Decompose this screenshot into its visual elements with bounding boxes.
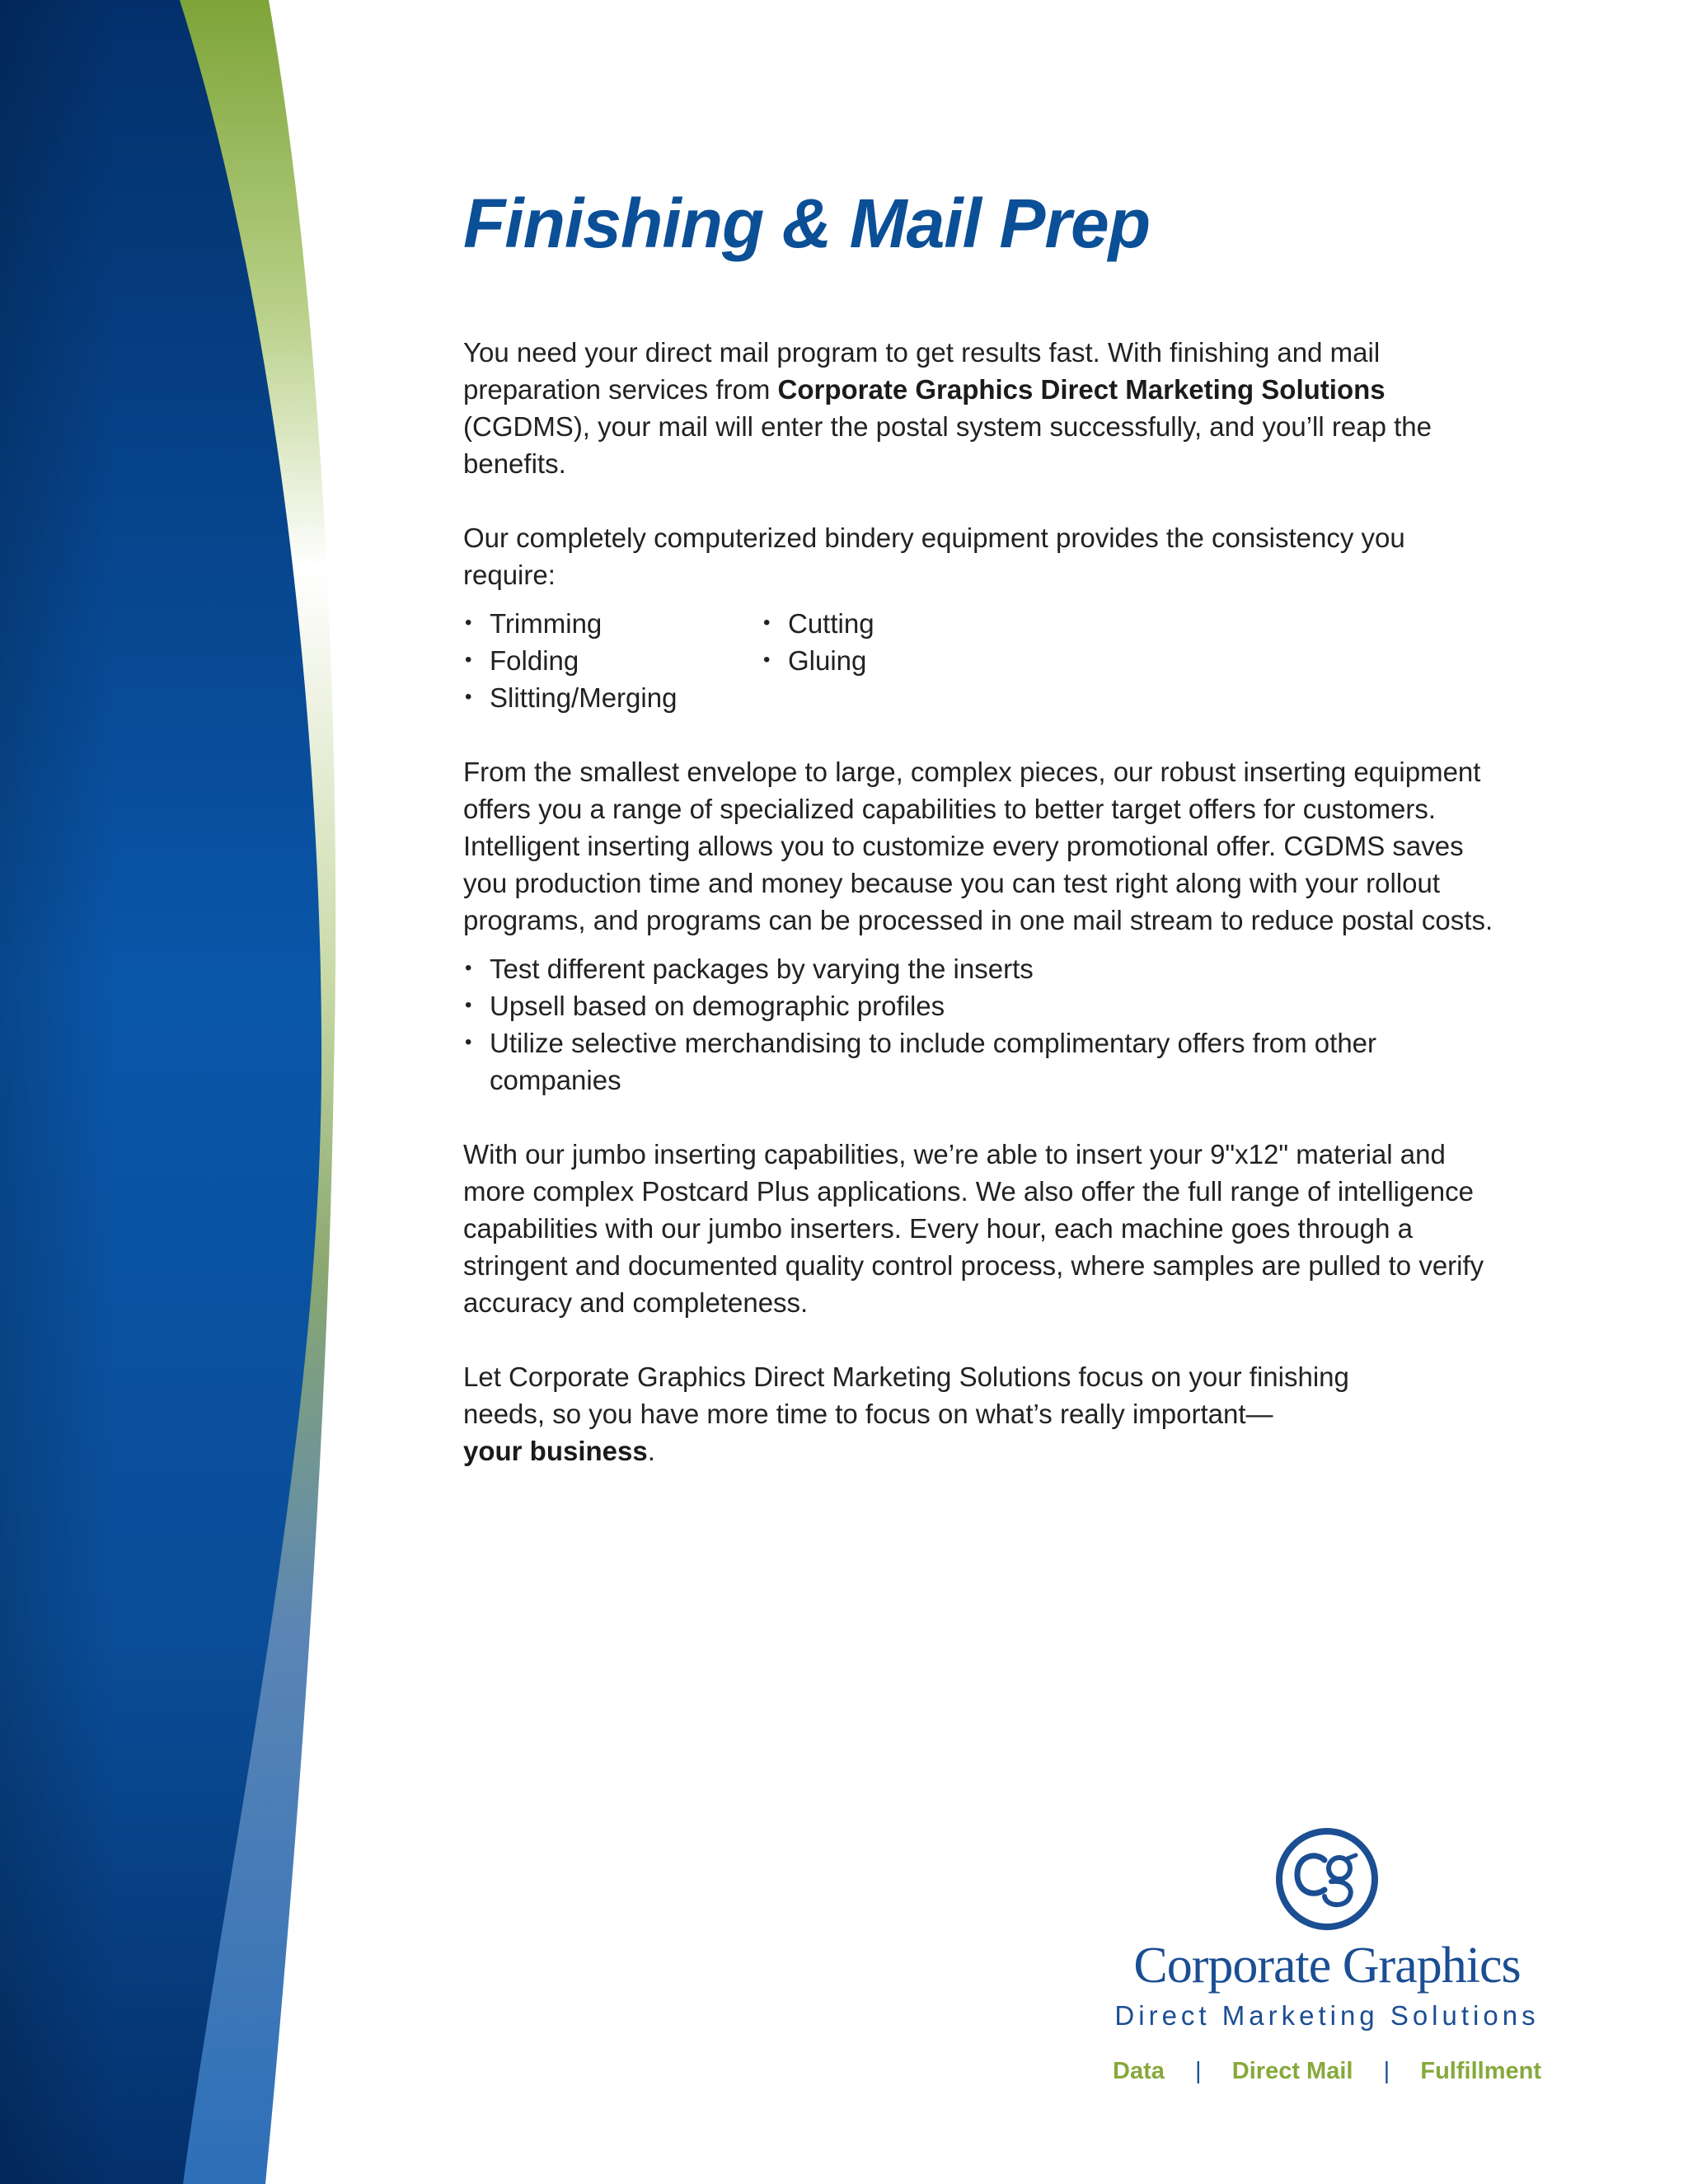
closing-period: . — [647, 1436, 655, 1467]
inserting-paragraph: From the smallest envelope to large, complex pieces, our robust inserting equipment offers you a range of specialized capabilities to better target offers for customers. Intelligent inserting allows you to customize every promotional offer. CGDMS saves you production time and money because you can test right along with your rollout programs, and programs can be processed in one mail stream to reduce postal costs. — [463, 757, 1493, 936]
page-title: Finishing & Mail Prep — [463, 185, 1151, 262]
logo-tagline — [1113, 2058, 1541, 2085]
tag-direct-mail: Direct Mail — [1231, 2058, 1353, 2084]
list-item: • Gluing — [762, 642, 874, 679]
your-business-bold: your business — [463, 1436, 648, 1467]
bindery-list-col2 — [762, 605, 874, 716]
closing-text: Let Corporate Graphics Direct Marketing Solutions focus on your finishing needs, so you have more time to focus on what’s really important— — [463, 1361, 1349, 1430]
logo-subtitle: Direct Marketing Solutions — [1114, 2000, 1540, 2031]
list-item: • Cutting — [762, 605, 874, 642]
intro-paragraph — [463, 334, 1493, 482]
decorative-side-swoosh — [0, 0, 346, 2184]
list-item: • Upsell based on demographic profiles — [463, 987, 1386, 1024]
list-item: • Folding — [463, 642, 762, 679]
tag-separator: | — [1383, 2058, 1390, 2084]
bindery-paragraph: Our completely computerized bindery equipment provides the consistency you require: — [463, 523, 1405, 591]
intro-text-1: You need your direct mail program to get results fast. With finishing and mail preparation services from — [463, 337, 1381, 405]
bindery-list — [463, 605, 1493, 716]
jumbo-paragraph: With our jumbo inserting capabilities, we’re able to insert your 9"x12" material and more complex Postcard Plus applications. We also offer the full range of intelligence capabilities with our jumbo inserters. Every hour, each machine goes through a stringent and documented quality control process, where samples are pulled to verify accuracy and completeness. — [463, 1139, 1484, 1319]
cg-monogram-icon — [1273, 1825, 1381, 1933]
intro-text-2: (CGDMS), your mail will enter the postal system successfully, and you’ll reap the benefits. — [463, 411, 1432, 480]
bindery-list-col1 — [463, 605, 762, 716]
tag-separator: | — [1195, 2058, 1202, 2084]
tag-fulfillment: Fulfillment — [1420, 2058, 1541, 2084]
company-name-bold: Corporate Graphics Direct Marketing Solutions — [777, 374, 1386, 405]
closing-paragraph — [463, 1358, 1411, 1469]
list-item: • Slitting/Merging — [463, 679, 762, 716]
inserting-bullets — [463, 950, 1386, 1099]
list-item: • Trimming — [463, 605, 762, 642]
main-content — [463, 185, 1493, 1469]
company-logo — [1113, 1825, 1541, 2097]
tag-data: Data — [1113, 2058, 1165, 2084]
list-item: • Test different packages by varying the inserts — [463, 950, 1386, 987]
logo-company-name: Corporate Graphics — [1133, 1938, 1521, 1994]
list-item: • Utilize selective merchandising to include complimentary offers from other companies — [463, 1024, 1386, 1099]
